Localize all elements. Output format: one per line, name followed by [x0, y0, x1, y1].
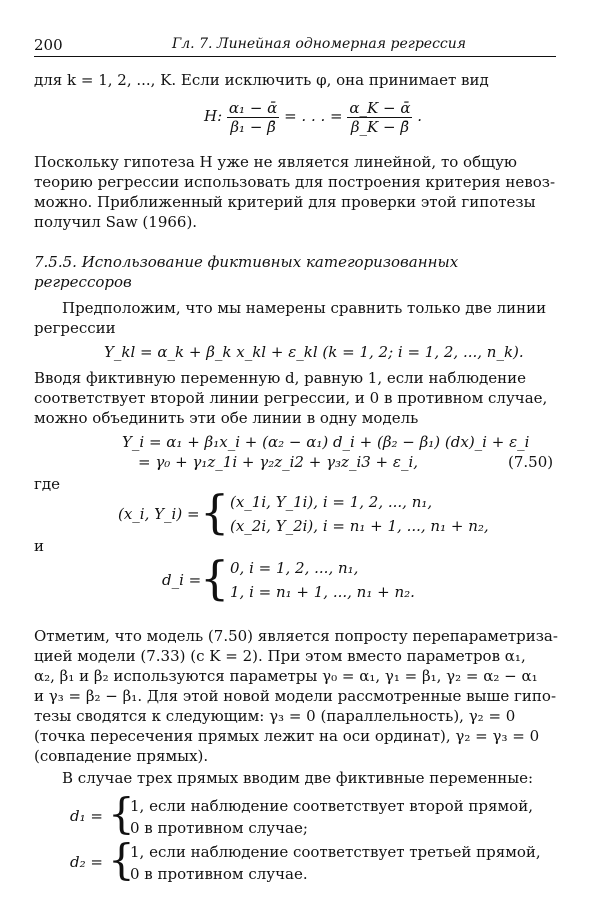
- page-header: [34, 36, 556, 57]
- equation-750-line-2: = γ₀ + γ₁z_1i + γ₂z_i2 + γ₃z_i3 + ε_i,: [138, 453, 419, 471]
- paragraph-2-line-3: можно. Приближенный критерий для проверки этой гипотезы: [34, 193, 536, 211]
- eq-h-fraction-2: [347, 99, 412, 136]
- eq-h-f2-denominator: β_K − β̄: [350, 117, 409, 136]
- equation-d-case-2: 1, i = n₁ + 1, ..., n₁ + n₂.: [230, 583, 415, 601]
- section-title-line-1: 7.5.5. Использование фиктивных категоризованных: [34, 253, 459, 271]
- left-brace-d1: {: [108, 789, 135, 838]
- paragraph-4-line-1: Вводя фиктивную переменную d, равную 1, если наблюдение: [34, 369, 526, 387]
- equation-xy-case-2: (x_2i, Y_2i), i = n₁ + 1, ..., n₁ + n₂,: [230, 517, 489, 535]
- equation-regression-lines: Y_kl = α_k + β_k x_kl + ε_kl (k = 1, 2; i = 1, 2, ..., n_k).: [104, 343, 524, 361]
- equation-d1-case-2: 0 в противном случае;: [130, 819, 308, 837]
- left-brace-d: {: [200, 551, 230, 605]
- section-title-line-2: регрессоров: [34, 273, 132, 291]
- eq-h-fraction-1: [227, 99, 279, 136]
- paragraph-2-line-1: Поскольку гипотеза H уже не является линейной, то общую: [34, 153, 517, 171]
- equation-750-line-1: Y_i = α₁ + β₁x_i + (α₂ − α₁) d_i + (β₂ − β₁) (dx)_i + ε_i: [122, 433, 530, 451]
- label-where: где: [34, 475, 60, 493]
- paragraph-4-line-2: соответствует второй линии регрессии, и 0 в противном случае,: [34, 389, 548, 407]
- eq-h-f1-denominator: β₁ − β̄: [230, 117, 276, 136]
- equation-d2-case-1: 1, если наблюдение соответствует третьей прямой,: [130, 843, 541, 861]
- equation-number-750: (7.50): [508, 453, 554, 471]
- equation-xy-case-1: (x_1i, Y_1i), i = 1, 2, ..., n₁,: [230, 493, 433, 511]
- equation-d1-lhs: d₁ =: [70, 807, 103, 825]
- label-and: и: [34, 537, 44, 555]
- eq-h-end: .: [417, 107, 423, 125]
- equation-d-case-1: 0, i = 1, 2, ..., n₁,: [230, 559, 359, 577]
- paragraph-5-line-4: и γ₃ = β₂ − β₁. Для этой новой модели рассмотренные выше гипо-: [34, 687, 557, 705]
- paragraph-5-line-1: Отметим, что модель (7.50) является попросту перепараметриза-: [34, 627, 558, 645]
- paragraph-6: В случае трех прямых вводим две фиктивные переменные:: [62, 769, 534, 787]
- paragraph-4-line-3: можно объединить эти обе линии в одну модель: [34, 409, 419, 427]
- eq-h-label: H:: [204, 107, 223, 125]
- equation-d2-lhs: d₂ =: [70, 853, 103, 871]
- eq-h-middle: = . . . =: [284, 107, 343, 125]
- equation-d1-case-1: 1, если наблюдение соответствует второй прямой,: [130, 797, 533, 815]
- left-brace-d2: {: [108, 835, 135, 884]
- paragraph-5-line-3: α₂, β₁ и β₂ используются параметры γ₀ = α₁, γ₁ = β₁, γ₂ = α₂ − α₁: [34, 667, 538, 685]
- paragraph-2-line-2: теорию регрессии использовать для построения критерия невоз-: [34, 173, 556, 191]
- left-brace-xy: {: [200, 485, 230, 539]
- paragraph-5-line-6: (точка пересечения прямых лежит на оси ординат), γ₂ = γ₃ = 0: [34, 727, 540, 745]
- paragraph-3-line-2: регрессии: [34, 319, 116, 337]
- paragraph-2-line-4: получил Saw (1966).: [34, 213, 198, 231]
- paragraph-5-line-7: (совпадение прямых).: [34, 747, 209, 765]
- paragraph-intro: для k = 1, 2, ..., K. Если исключить φ, она принимает вид: [34, 71, 489, 89]
- eq-h-f2-numerator: α_K − ᾱ: [349, 98, 411, 117]
- running-title: Гл. 7. Линейная одномерная регрессия: [172, 36, 467, 52]
- equation-d2-case-2: 0 в противном случае.: [130, 865, 308, 883]
- eq-h-f1-numerator: α₁ − ᾱ: [228, 98, 278, 117]
- page-number: 200: [34, 36, 63, 54]
- paragraph-5-line-2: цией модели (7.33) (с K = 2). При этом вместо параметров α₁,: [34, 647, 526, 665]
- paragraph-5-line-5: тезы сводятся к следующим: γ₃ = 0 (параллельность), γ₂ = 0: [34, 707, 516, 725]
- paragraph-3-line-1: Предположим, что мы намерены сравнить только две линии: [62, 299, 547, 317]
- equation-hypothesis-h: [204, 96, 422, 136]
- equation-d-lhs: d_i =: [162, 571, 202, 589]
- equation-xy-lhs: (x_i, Y_i) =: [118, 505, 200, 523]
